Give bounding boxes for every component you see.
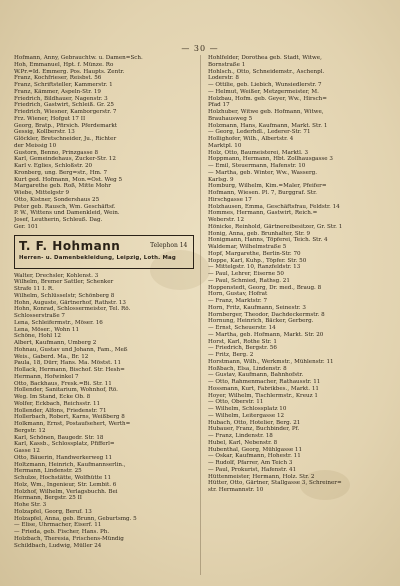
directory-entry: Friedrich, Gastwirt, Schleiß. Gr. 25 [14,102,114,109]
directory-entry: Holkmann, Ernst, Postaufsehert, Werth= [14,421,131,427]
directory-entry: — Elise, Uhrmacher, Eiserf. 11 [14,522,102,529]
entry-list-right [208,55,388,494]
directory-entry: Waldemar, Wilhelmstraße 5 [208,244,287,250]
directory-entry: — Mittelgstr. 10, Ranzfeldstr. 13 [208,264,301,271]
directory-entry: Karl v. Eglies, Schloßstr. 20 [14,163,93,169]
directory-entry: Hohn, Konrad, Schlossermeister, Tel. Rö. [14,306,131,313]
directory-entry: Hubenthal, Georg, Mühlgasse 11 [208,446,303,453]
entry-list-left [14,55,194,231]
directory-entry: Wilhelm, Bremer Sattler, Schenker [14,279,114,286]
directory-entry: Hoppe, Karl, Kuhp., Töpfer. Str. 50 [208,257,307,264]
directory-entry: — Martha, geb. Hofmann, Markt. Str. 20 [208,331,324,338]
advertisement-box [14,235,194,269]
directory-entry: Hossmann, Kurt, Fabrikbes., Markt. 11 [208,385,319,392]
directory-entry: Hornung, Heinrich, Bäcker, Gerberg. [208,318,314,325]
directory-entry: Gustorn, Benno, Prinzgasse 8 [14,149,99,156]
directory-entry: Holzhuber, Witwe geb. Hofmann, Witwe, [208,109,324,115]
directory-entry: Horn, Gustav, Hofrat [208,291,268,298]
directory-entry: Hofmann, Wiesen. Pl. 7, Burggraf. Str. [208,190,317,196]
directory-entry: Holzapfel, Georg, Beruf. 13 [14,508,92,515]
directory-entry: Otto, Backhaus, Fresk.=Bi. Str. 11 [14,380,112,387]
directory-entry: Hohe Str. 3 [14,502,47,508]
directory-entry: Lena, Schleifermstr., Möser. 16 [14,319,103,326]
directory-entry: Hofmann, Anny, Gebrauchtw. u. Damen=Sch. [14,55,143,61]
directory-entry: Schildbach, Ludwig, Müller 24 [14,542,102,549]
directory-entry: Holzhof, Wilhelm, Verlagsbuchh. Bei [14,488,118,495]
ad-description: Herren- u. Damenbekleidung, Leipzig, Loth. Mag [19,254,176,261]
directory-entry: Georg, Bratp., Pfirsich. Pferdemarkt [14,122,118,129]
directory-entry: Hohlsch., Otto, Schneidemstr., Aschenpl. [208,68,325,75]
directory-entry: — Otto, Rahmenmacher, Rathausstr. 11 [208,379,321,385]
directory-entry: — Georg, Lederhdl., Lederer-Str. 71 [208,129,311,136]
directory-entry: Hohn, Auguste, Gärtnerhof, Rathstr. 13 [14,299,126,306]
directory-entry: Hoyer, Wilhelm, Tischlermstr., Kreuz 1 [208,392,318,399]
directory-entry: Holzbau, Hofm. geb. Geyer, Ww., Hirsch= [208,95,327,102]
directory-entry: — Rudolf, Pfarrer, Am Teich 3 [208,460,293,466]
directory-entry: — Frieda, geb. Fischer, Hans. Ph. [14,529,110,535]
directory-entry: Friedrich, Bildhauer, Nagenstr. 3 [14,95,108,102]
directory-entry: Glöckler, Bretschneider, Ju., Richter [14,136,117,142]
directory-entry: Karl, Kassb., Schlossplatz, Pfifferl= [14,441,115,448]
directory-entry: — Emil, Steuermann, Hafenstr. 10 [208,163,306,169]
directory-entry: Bornstraße 1 [208,61,246,68]
directory-entry: Hütter, Otto, Gärtner, Stallgasse 3, Schreiner= [208,480,342,487]
directory-entry: Hollighofer, Wilh., Albertstr. 4 [208,136,294,142]
directory-entry: Gasse 12 [14,448,40,454]
directory-entry: Franz, Kämmer, Aspeln-Str. 19 [14,88,101,95]
directory-entry: Homburg, Wilhelm, Kim.=Maler, Pfeifer= [208,183,327,190]
directory-entry: der Meissig 10 [14,142,57,149]
directory-entry: Hommes, Hermann, Gastwirt, Reich.= [208,210,318,217]
directory-entry: Franz, Kochfrieser, Reisbst. 56 [14,75,102,82]
directory-entry: Holzhausen, Emma, Geschäftsfrau, Feldstr. 14 [208,203,340,210]
directory-entry: Brauhausweg 5 [208,115,253,122]
directory-entry: — Wilhelm, Schlossplatz 10 [208,406,287,412]
directory-entry: Weis., Gaberd. Ma., Br. 12 [14,353,89,360]
directory-entry: Holz, Otto, Baumeisterei, Marktl. 3 [208,149,309,156]
directory-entry: str. Hermannstr. 10 [208,487,264,493]
directory-entry: Holz, Wm., Ingenieur, Str. Lembit. 6 [14,481,117,488]
directory-entry: — Martha, geb. Winter, Ww., Wasserg. [208,169,317,176]
directory-entry: Lena, Möser., Wohn 11 [14,326,80,333]
directory-entry: Horstmann, Wilh., Werkmstr., Mühlenstr. 11 [208,358,334,365]
directory-entry: Schulze, Hochstätte, Wolfhütte 11 [14,475,112,481]
directory-entry: Margarethe geb. Roß, Mitte Mohr [14,183,111,190]
directory-entry: Wiebe, Mittelgstr 9 [14,190,70,196]
directory-entry: Hoppenstedt, Georg, Dr. med., Braug. 8 [208,284,322,291]
entry-list-left-continued [14,273,194,550]
directory-entry: Bergstr. 12 [14,427,46,434]
directory-entry: Weg. Im Stand, Ecke Ob. 8 [14,394,91,400]
directory-entry: Otto, Kistner, Sondershaus 25 [14,196,100,203]
page-number: — 30 — [181,44,219,53]
directory-entry: Hollender, Alfons, Friedenstr. 71 [14,407,107,414]
directory-entry: Hoh, Emmanuel, Hpt. f. Münze. Ro [14,61,114,68]
directory-entry: Wilhelm, Schlüsselstr, Schönberg 8 [14,292,115,299]
directory-entry: Weberstr. 12 [208,217,245,223]
directory-entry: Hermann, Bergstr. 25 II [14,495,82,502]
directory-entry: Peter geb. Rausch, Wm. Geschäftsf. [14,203,116,210]
directory-entry: — Paul, Lehrer, Eiserne 50 [208,271,284,277]
directory-entry: Hubauer, Franz, Buchbinder, Pf. [208,426,300,433]
directory-entry: — Franz, Lindenstr. 18 [208,433,273,439]
directory-entry: Marktpl. 10 [208,142,242,149]
directory-entry: Hopf, Margarethe, Berlin-Str. 70 [208,250,301,257]
ad-telephone: Telephon 14 [150,241,188,249]
directory-entry: — Ottilie, geb. Liebich, Wunsiedlerstr. 7 [208,82,322,88]
directory-entry: Hüttenmeister, Hermann, Holz. Str. 2 [208,473,315,480]
directory-entry: Albert, Kaufmann, Umberg 2 [14,340,97,346]
directory-entry: Wolfer, Eckbach, Reichsstr. 11 [14,400,101,407]
directory-entry: — Oskar, Kaufmann, Hohestr. 11 [208,453,301,460]
directory-entry: Holzbach, Theresia, Frischens-Mündig [14,535,124,542]
directory-entry: — Otto, Oberstr. 11 [208,399,264,406]
directory-entry: Pfad 17 [208,102,230,109]
directory-entry: Hirschgasse 17 [208,196,252,203]
directory-entry: Hermann, Lindenstr. 25 [14,468,82,475]
directory-entry: Karl, Gemeindehaus, Zucker-Str. 12 [14,156,116,163]
directory-entry: Honig, Anna, geb. Brunhalter, Str. 9 [208,230,311,237]
directory-entry: Horn, Fritz, Kaufmann, Seinestr. 3 [208,304,306,311]
directory-entry: Hollerbach, Robert, Karns, Weißberg 8 [14,414,125,421]
directory-entry: Holtzmann, Heinrich, Kaufmannserlin., [14,461,126,468]
directory-entry: — Wilhelm, Leitergasse 12 [208,412,285,419]
directory-entry: Gessig, Kollberstr. 13 [14,129,75,136]
directory-entry: Otto, Bäuerin, Handwerkerweg 11 [14,454,113,461]
directory-entry: — Fritz, Berg. 2 [208,352,254,358]
directory-entry: Horst, Karl, Rothe Str. 1 [208,338,277,345]
directory-entry: Holzmann, Hans, Kaufmann, Markt. Str. 1 [208,122,328,129]
directory-entry: Schöne, Hohl 12 [14,333,61,340]
directory-entry: Strafe 11 I. R. [14,286,54,292]
directory-entry: Frz. Wiener, Hofgut 17 II [14,115,86,122]
directory-entry: Hoppmann, Hermann, Hbt. Zollhausgasse 3 [208,156,333,163]
directory-entry: Hubach, Otto, Hotelier, Berg. 21 [208,419,301,426]
directory-entry: — Gustav, Kaufmann, Bahnhofstr. [208,372,304,379]
directory-entry: Hornberger, Theodor, Dachdeckermstr. 8 [208,311,325,318]
directory-entry: Hollack, Hermann, Bischof. Str. Hesh= [14,367,125,373]
directory-entry: Josef, Leutherin, Schleuß. Dag. [14,217,103,223]
directory-entry: Walter, Drechsler, Kohlenst. 3 [14,272,99,279]
directory-entry: Loderstr. 8 [208,75,239,82]
directory-entry: — Friedrich, Bergstr. 56 [208,345,277,352]
directory-entry: Hohnau, Gustav und Johann, Fam., Meß [14,346,128,353]
directory-entry: Holzapfel, Anna, geb. Brunn, Geburtsmg. 5 [14,515,137,522]
directory-entry: Hohlfelder, Dorothea geb. Stadt, Witwe, [208,55,322,61]
directory-entry: Franz, Schriftsteller, Kammerstr. 1 [14,82,113,88]
directory-entry: — Ernst, Scheuerstr. 14 [208,325,276,331]
left-column [14,55,194,549]
directory-entry: Hubel, Karl, Nebenstr. 8 [208,439,278,446]
directory-entry: Karl, Schönen, Baugedr. Str. 18 [14,434,104,441]
directory-entry: P. W., Wittens und Damenkleid, Wein. [14,210,120,217]
directory-entry: Schlosserstraße 7 [14,313,65,319]
directory-entry: Paula, 18, Dürr, Hans. Ma. Möstst. 11 [14,360,122,367]
directory-entry: Kurt ged. Hofmann, Mon.=Ost. Weg 5 [14,176,123,183]
directory-entry: Hermann, Hofwinkel 7 [14,373,79,380]
directory-entry: Hollender, Sanitarium, Wohnhof, Rö. [14,387,118,394]
directory-entry: Ger. 101 [14,223,39,230]
directory-entry: — Franz, Marktstr. 7 [208,298,268,304]
ad-company-name: T. F. Hohmann [19,238,121,253]
directory-entry: Karlsg. 9 [208,176,234,183]
directory-entry: — Helmut, Weißer, Metzgermeister, M. [208,88,319,95]
directory-entry: Honigmann, Hanns, Töpferei, Teich. Str. 4 [208,237,328,244]
directory-entry: Hönicke, Reinhold, Gärtnereibesitzer, Gr. Str. 1 [208,223,343,230]
column-divider [200,55,201,575]
directory-entry: Kronberg, ung. Berg=str., Hm. 7 [14,169,108,176]
directory-entry: Friedrich, Wiesner, Kamborgerstr. 7 [14,109,117,115]
directory-entry: Hoßbach, Elsa, Lindenstr. 8 [208,365,287,372]
directory-entry: — Paul, Schmied, Rathsg. 21 [208,277,290,284]
directory-entry: — Paul, Prokurist, Hafenstr. 41 [208,466,297,473]
directory-entry: W.Pr.=Id. Emmerg. Pos. Haupts. Zentr. [14,68,125,75]
right-column [208,55,388,494]
